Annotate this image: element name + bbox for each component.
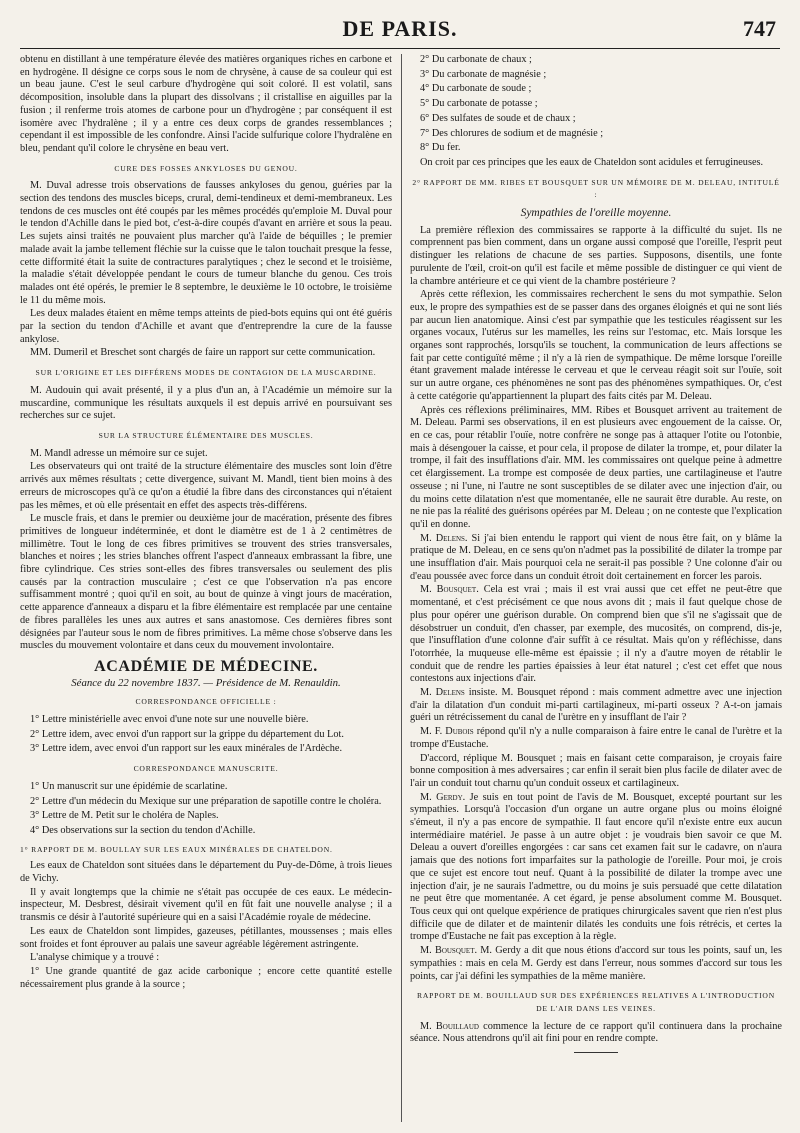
paragraph: La première réflexion des commissaires se rapporte à la difficulté du sujet. Ils ne comprennent pas bien comment, dans un organe aussi composé que l'oreille, l'esprit peut distinguer les relations de chacune de ses parties. Supposons, disentils, une fonte purulente de l'œil, croit-on qu'il est facile et même possible de distinguer ce qui vient de la chambre antérieure et ce qui vient de la chambre postérieure ? (410, 224, 782, 287)
speech-text: Cela est vrai ; mais il est vrai aussi que cet effet ne peut-être que momentané, et c'est précisément ce que nous avons dit ; mais il faut quelque chose de plus pour opérer une guérison durable. On comprend bien que s'il ne s'agissait que de désobstruer un conduit, d'en chasser, par exemple, des mucosités, on comprend, dis-je, que l'insufflation d'une colonne d'air suffît à ce résultat. Mais qu'on y réfléchisse, dans l'otorrhée, la muqueuse elle-même est épaissie ; il n'y a d'autre moyen de rétablir le conduit que de rendre les parties épaissies à leur état naturel ; c'est cet effet que nous contestons aux injections d'air. (410, 584, 782, 685)
paragraph: Il y avait longtemps que la chimie ne s'était pas occupée de ces eaux. Le médecin-inspecteur, M. Desbrest, désirait vivement qu'il en fût fait une nouvelle analyse ; il a transmis ce désir à l'autorité supérieure qui en a saisi l'Académie royale de médecine. (20, 886, 392, 924)
list-item: 1° Lettre ministérielle avec envoi d'une note sur une nouvelle bière. (30, 714, 309, 726)
page-header (20, 16, 780, 46)
speech-text: Je suis en tout point de l'avis de M. Bousquet, excepté pourtant sur les sympathies. Lorsqu'à l'occasion d'un organe un autre organe plus ou moins éloigné s'émeut, il n'y a pas encore de sympathie. Il faut encore qu'il n'existe entre eux aucun intermédiaire matériel. Je passe à un autre objet : je voudrais bien savoir ce que M. Deleau a ouvert d'oreilles engorgées : car sans cet examen fait sur le cadavre, on n'aura jamais que des notions fort imparfaites sur la pathologie de l'oreille. Pour moi, je crois que ce sujet est encore tout neuf. Quant à la possibilité de dilater la trompe avec une injection d'air, je ne saurais l'admettre, ou du moins je suis persuadé que cette dilatation ne peut être que momentanée. A cet égard, je pense absolument comme M. Bousquet. Tous ceux qui ont quelque expérience de pratiques chirurgicales savent que rien n'est plus difficile que de dilater et de maintenir dilatés les conduits une fois rétrécis, et certes la trompe d'Eustache ne fait pas exception à la règle. (410, 791, 782, 943)
paragraph (410, 584, 782, 686)
list-item: 6° Des sulfates de soude et de chaux ; (420, 112, 576, 124)
paragraph: MM. Dumeril et Breschet sont chargés de faire un rapport sur cette communication. (30, 347, 376, 359)
list-item: 1° Un manuscrit sur une épidémie de scarlatine. (30, 780, 228, 792)
paragraph: Après cette réflexion, les commissaires recherchent le sens du mot sympathie. Selon eux, le propre des sympathies est de se passer dans des organes éloignés et qui ne sont liés par aucun lien anatomique. Ainsi c'est par sympathie que les testicules réagissent sur les organes vocaux, l'utérus sur les mamelles, les reins sur l'estomac, etc. Mais lorsque les organes sont rapprochés, lorsqu'ils se touchent, la communication de leurs affections se fait par cette contiguïté même ; il n'y a là rien de sympathique. De même lorsque l'oreille étant gravement malade intéresse le cerveau et que le cerveau réagit soit sur l'ouïe, soit sur un autre organe, ces phénomènes ne sont pas des phénomènes sympathiques. Or, c'est à cette catégorie qu'appartiennent la plupart des faits cités par M. Deleau. (410, 289, 782, 402)
paragraph: obtenu en distillant à une température élevée des matières organiques riches en carbone et en hydrogène. Il désigne ce corps sous le nom de chrysène, à cause de sa couleur qui est un beau jaune. C'est le seul carbure d'hydrogène qui soit coloré. Il est volatil, sans décomposition, insoluble dans la plupart des dissolvans ; il cristallise en aiguilles par la fusion ; il renferme trois atomes de carbone pour un d'hydrogène ; par conséquent il est isomère avec l'hydralène ; il y a entre ces deux corps de grandes ressemblances ; cependant il est impossible de les confondre. Ainsi l'acide sulfurique colore l'hydralène en bleu, pendant qu'il colore le chrysène en beau vert. (20, 54, 392, 154)
page-number: 747 (743, 16, 776, 41)
speaker-name: M. Bousquet. (420, 584, 479, 596)
list-item: 8° Du fer. (420, 142, 461, 154)
list-item: 7° Des chlorures de sodium et de magnésie ; (420, 127, 604, 139)
end-rule (574, 1052, 618, 1053)
paragraph: M. Audouin qui avait présenté, il y a plus d'un an, à l'Académie un mémoire sur la muscardine, communique les résultats auxquels il est depuis arrivé en poursuivant ses recherches sur ce sujet. (20, 384, 392, 422)
paragraph: D'accord, réplique M. Bousquet ; mais en faisant cette comparaison, je croyais faire bonne composition à mes adversaires ; car enfin il serait bien plus facile de dilater avec de l'air un conduit tout charnu qu'un conduit osseux et cartilagineux. (410, 752, 782, 789)
section-heading: 2° RAPPORT DE MM. RIBES ET BOUSQUET SUR UN MÉMOIRE DE M. DELEAU, INTITULÉ : (412, 177, 780, 200)
running-title: DE PARIS. (342, 16, 458, 41)
section-heading: RAPPORT DE M. BOUILLAUD SUR DES EXPÉRIENCES RELATIVES A L'INTRODUCTION DE L'AIR DANS LES VEINES. (416, 991, 775, 1013)
left-column (20, 54, 392, 1122)
paragraph: Après ces réflexions préliminaires, MM. Ribes et Bousquet arrivent au traitement de M. Deleau. Parmi ses observations, il en est plusieurs avec engouement de la caisse. Or, en ce cas, pour rétablir l'ouïe, notre confrère ne songe pas à attaquer l'otite ou l'otonbie, mais à désengouer la caisse, et pour cela, il propose de dilater la trompe, et, pour dilater la trompe, il fait des insufflations d'air. MM. les commissaires ont quelque peine à admettre cet élargissement. La trompe est composée de deux parties, une cartilagineuse et l'autre osseuse ; ni l'une, ni l'autre ne sont susceptibles de se dilater avec une injection d'air, ou du moins cette dilatation n'est que momentanée, elle ne saurait être durable. Au reste, on ne nie pas la réalité des guérisons opérées par M. Deleau ; on ne conteste que l'explication qu'il en donne. (410, 404, 782, 530)
paragraph (410, 687, 782, 725)
paragraph: Les eaux de Chateldon sont limpides, gazeuses, pétillantes, moussenses ; mais elles sont froides et font éprouver au palais une saveur agréable légèrement astringente. (20, 925, 392, 950)
academy-heading: ACADÉMIE DE MÉDECINE. (94, 657, 318, 675)
column-divider (401, 54, 402, 1122)
speaker-name: M. Delens (420, 687, 465, 699)
section-heading: CORRESPONDANCE MANUSCRITE. (133, 764, 279, 774)
speech-text: répond qu'il n'y a nulle comparaison à faire entre le canal de l'urètre et la trompe d'Eustache. (410, 726, 782, 750)
speaker-name: M. Gerdy. (420, 791, 466, 803)
paragraph (410, 792, 782, 944)
paragraph (410, 726, 782, 751)
memoir-title: Sympathies de l'oreille moyenne. (520, 207, 672, 220)
speaker-name: M. Bousquet. (420, 945, 478, 957)
speaker-name: M. F. Dubois (420, 726, 474, 738)
speaker-name: M. Delens. (420, 532, 468, 544)
list-item: 2° Lettre d'un médecin du Mexique sur une préparation de sapotille contre le choléra. (30, 795, 382, 807)
speech-text: M. Gerdy a dit que nous étions d'accord sur tous les points, sauf un, les sympathies : mais en cela M. Gerdy est dans l'erreur, nous sommes d'accord sur tous les points, car j'ai défini les sympathies de la même manière. (410, 945, 782, 982)
speech-text: Si j'ai bien entendu le rapport qui vient de nous être fait, on y blâme la pratique de M. Deleau, en ce sens qu'on n'admet pas la possibilité de dilater la trompe par une insufflation d'air. Mais pourquoi cela ne serait-il pas possible ? Une colonne d'air ou d'eau poussée avec force dans un conduit étroit doit certainement en forcer les parois. (410, 532, 782, 582)
list-item: 2° Du carbonate de chaux ; (420, 54, 532, 65)
section-heading: CORRESPONDANCE OFFICIELLE : (135, 697, 277, 707)
paragraph: M. Duval adresse trois observations de fausses ankyloses du genou, guéries par la section des tendons des muscles biceps, crural, demi-tendineux et demi-membraneux. Les tendons de ces muscles ont été coupés par les mêmes procédés qu'emploie M. Duval pour le tendon d'Achille dans le pied bot, c'est-à-dire coupés d'avant en arrière et sous la peau. Les sujets ainsi traités ne pouvaient plus marcher qu'à l'aide de béquilles ; le premier malade avait la jambe tellement fléchie sur la cuisse que le talon touchait presque la fesse, cette difformité était la suite de contractures paralytiques ; chez le second et le troisième, la maladie s'était développée pendant le cours de tumeur blanche du genou. Ces trois malades ont été opérés, le premier le 8 septembre, le deuxième le 10 octobre, le troisième le 11 du même mois. (20, 180, 392, 306)
list-item: 2° Lettre idem, avec envoi d'un rapport sur la grippe du département du Lot. (30, 728, 344, 740)
text-columns (20, 54, 782, 1122)
speech-text: insiste. M. Bousquet répond : mais comment admettre avec une injection d'air la dilatation d'un conduit mi-parti cartilagineux, mi-parti osseux ? A-t-on jamais guéri un rétrécissement du canal de l'urètre en y insufflant de l'air ? (410, 687, 782, 724)
paragraph: M. Mandl adresse un mémoire sur ce sujet. (30, 447, 208, 459)
right-column (410, 54, 782, 1122)
paragraph: 1° Une grande quantité de gaz acide carbonique ; encore cette quantité estelle nécessairement plus grande à la source ; (20, 966, 392, 990)
list-item: 4° Des observations sur la section du tendon d'Achille. (30, 824, 256, 836)
paragraph: Les observateurs qui ont traité de la structure élémentaire des muscles sont loin d'être arrivés aux mêmes résultats ; cette divergence, suivant M. Mandl, tient bien moins à des erreurs de microscopes qu'à ce qu'on a étudié la fibre dans des circonstances qui n'étaient pas les mêmes, et où elle présentait en effet des aspects très-différens. (20, 461, 392, 511)
list-item: 4° Du carbonate de soude ; (420, 83, 532, 95)
paragraph: On croit par ces principes que les eaux de Chateldon sont acidules et ferrugineuses. (420, 156, 764, 168)
section-heading: 1° RAPPORT DE M. BOULLAY SUR LES EAUX MINÉRALES DE CHATELDON. (20, 844, 333, 854)
list-item: 3° Lettre de M. Petit sur le choléra de Naples. (30, 810, 219, 822)
paragraph: Les eaux de Chateldon sont situées dans le département du Puy-de-Dôme, à trois lieues de Vichy. (20, 860, 392, 885)
paragraph (410, 945, 782, 983)
list-item: 3° Lettre idem, avec envoi d'un rapport sur les eaux minérales de l'Ardèche. (30, 743, 343, 755)
paragraph: Le muscle frais, et dans le premier ou deuxième jour de macération, présente des fibres primitives de longueur indéterminée, et dont le diamètre est de 1 à 2 centimètres de millimètre. Tout le long de ces fibres primitives se trouvent des stries transversales, blanches et noires ; les stries blanches offrent l'aspect d'anneaux embrassant la fibre, une fibre cylindrique. Ces stries sont-elles des fibres transversales ou seulement des plis causés par la contraction musculaire ; c'est ce que l'observation n'a pas encore suffisamment montré ; quoi qu'il en soit, au bout de quinze à vingt jours de macération, cette apparence d'anneaux a disparu et la fibre élémentaire est remplacée par une centaine de fibres parallèles les unes aux autres et sans anastomose. Ces dernières fibres sont désignées par l'auteur sous le nom de fibres primitives. La même chose s'observe dans les muscles du mouvement volontaire et dans ceux du mouvement involontaire. (20, 513, 392, 652)
section-heading: CURE DES FOSSES ANKYLOSES DU GENOU. (114, 163, 298, 173)
list-item: 3° Du carbonate de magnésie ; (420, 68, 547, 80)
paragraph: Les deux malades étaient en même temps atteints de pied-bots equins qui ont été guéris par la section du tendon d'Achille et avant que d'entreprendre la cure de la fausse ankylose. (20, 308, 392, 345)
speech-text: commence la lecture de ce rapport qu'il continuera dans la prochaine séance. Nous attendrons qu'il ait fini pour en rendre compte. (410, 1020, 782, 1045)
paragraph (410, 1021, 782, 1046)
section-heading: SUR LA STRUCTURE ÉLÉMENTAIRE DES MUSCLES. (98, 430, 314, 440)
header-rule (20, 48, 780, 49)
paragraph: L'analyse chimique y a trouvé : (30, 952, 160, 964)
section-heading: SUR L'ORIGINE ET LES DIFFÉRENS MODES DE CONTAGION DE LA MUSCARDINE. (35, 368, 377, 378)
session-line: Séance du 22 novembre 1837. — Présidence de M. Renauldin. (71, 676, 341, 689)
speaker-name: M. Bouillaud (420, 1020, 479, 1032)
list-item: 5° Du carbonate de potasse ; (420, 98, 538, 110)
paragraph (410, 533, 782, 584)
